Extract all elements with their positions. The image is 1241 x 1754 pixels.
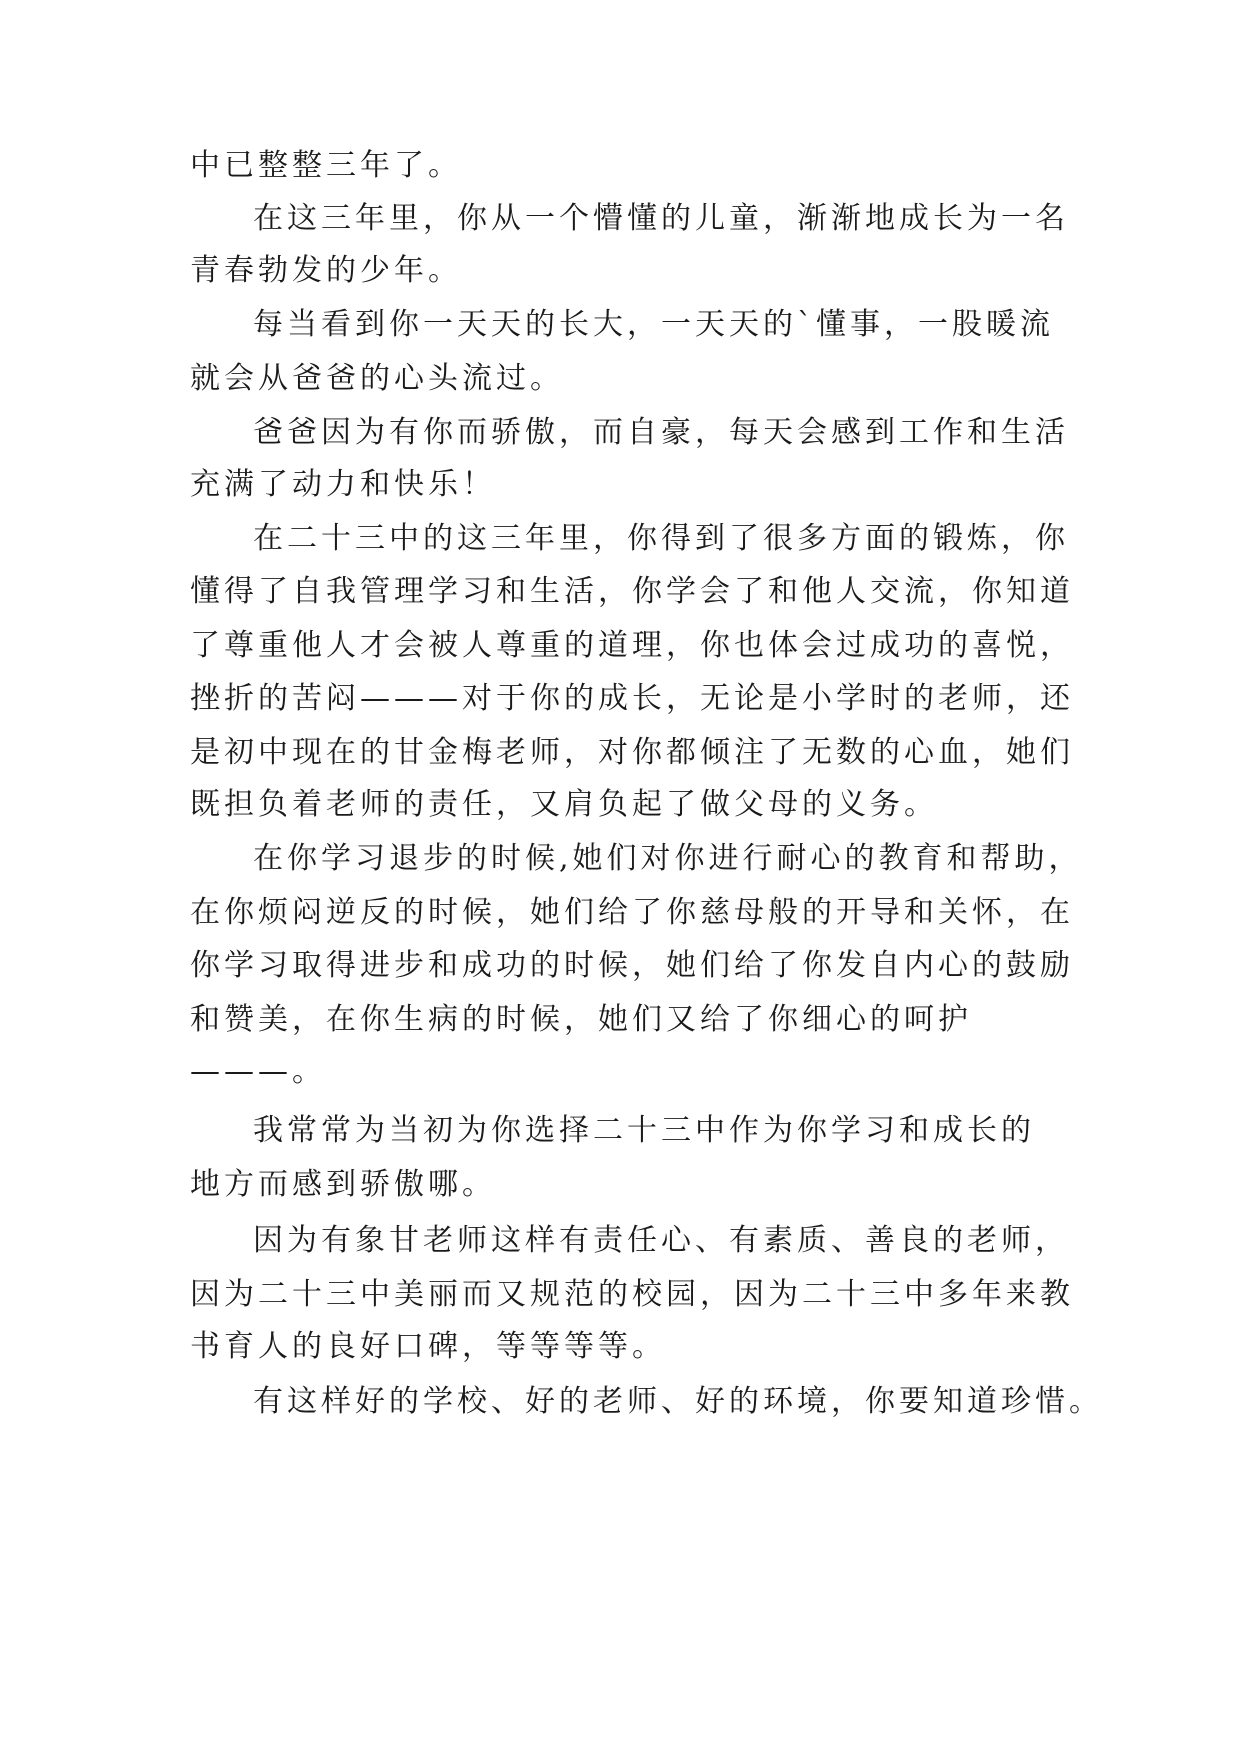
text-line: 地方而感到骄傲哪。 bbox=[190, 1167, 496, 1202]
text-line: 中已整整三年了。 bbox=[190, 148, 462, 183]
text-line: 你学习取得进步和成功的时候，她们给了你发自内心的鼓励 bbox=[190, 948, 1074, 983]
text-line: 和赞美，在你生病的时候，她们又给了你细心的呵护 bbox=[190, 1002, 972, 1037]
text-line: 在你烦闷逆反的时候，她们给了你慈母般的开导和关怀，在 bbox=[190, 895, 1074, 930]
paragraph-start-line: 在这三年里，你从一个懵懂的儿童，渐渐地成长为一名 bbox=[253, 201, 1069, 236]
paragraph-start-line: 因为有象甘老师这样有责任心、有素质、善良的老师， bbox=[253, 1223, 1069, 1258]
text-line: 挫折的苦闷———对于你的成长，无论是小学时的老师，还 bbox=[190, 681, 1074, 716]
paragraph-start-line: 爸爸因为有你而骄傲，而自豪，每天会感到工作和生活 bbox=[253, 415, 1069, 450]
text-line: 是初中现在的甘金梅老师，对你都倾注了无数的心血，她们 bbox=[190, 735, 1074, 770]
paragraph-start-line: 我常常为当初为你选择二十三中作为你学习和成长的 bbox=[253, 1113, 1035, 1148]
paragraph-start-line: 在二十三中的这三年里，你得到了很多方面的锻炼，你 bbox=[253, 521, 1069, 556]
paragraph-start-line: 有这样好的学校、好的老师、好的环境，你要知道珍惜。 bbox=[253, 1384, 1103, 1419]
paragraph-start-line: 在你学习退步的时候,她们对你进行耐心的教育和帮助， bbox=[253, 841, 1083, 876]
text-line: 了尊重他人才会被人尊重的道理，你也体会过成功的喜悦， bbox=[190, 628, 1074, 663]
text-line: 既担负着老师的责任，又肩负起了做父母的义务。 bbox=[190, 787, 938, 822]
text-line: ———。 bbox=[190, 1054, 326, 1089]
paragraph-start-line: 每当看到你一天天的长大，一天天的`懂事，一股暖流 bbox=[253, 307, 1054, 342]
text-line: 因为二十三中美丽而又规范的校园，因为二十三中多年来教 bbox=[190, 1277, 1074, 1312]
text-line: 书育人的良好口碑，等等等等。 bbox=[190, 1329, 666, 1364]
text-line: 充满了动力和快乐！ bbox=[190, 467, 496, 502]
text-line: 就会从爸爸的心头流过。 bbox=[190, 361, 564, 396]
text-line: 懂得了自我管理学习和生活，你学会了和他人交流，你知道 bbox=[190, 574, 1074, 609]
text-line: 青春勃发的少年。 bbox=[190, 253, 462, 288]
